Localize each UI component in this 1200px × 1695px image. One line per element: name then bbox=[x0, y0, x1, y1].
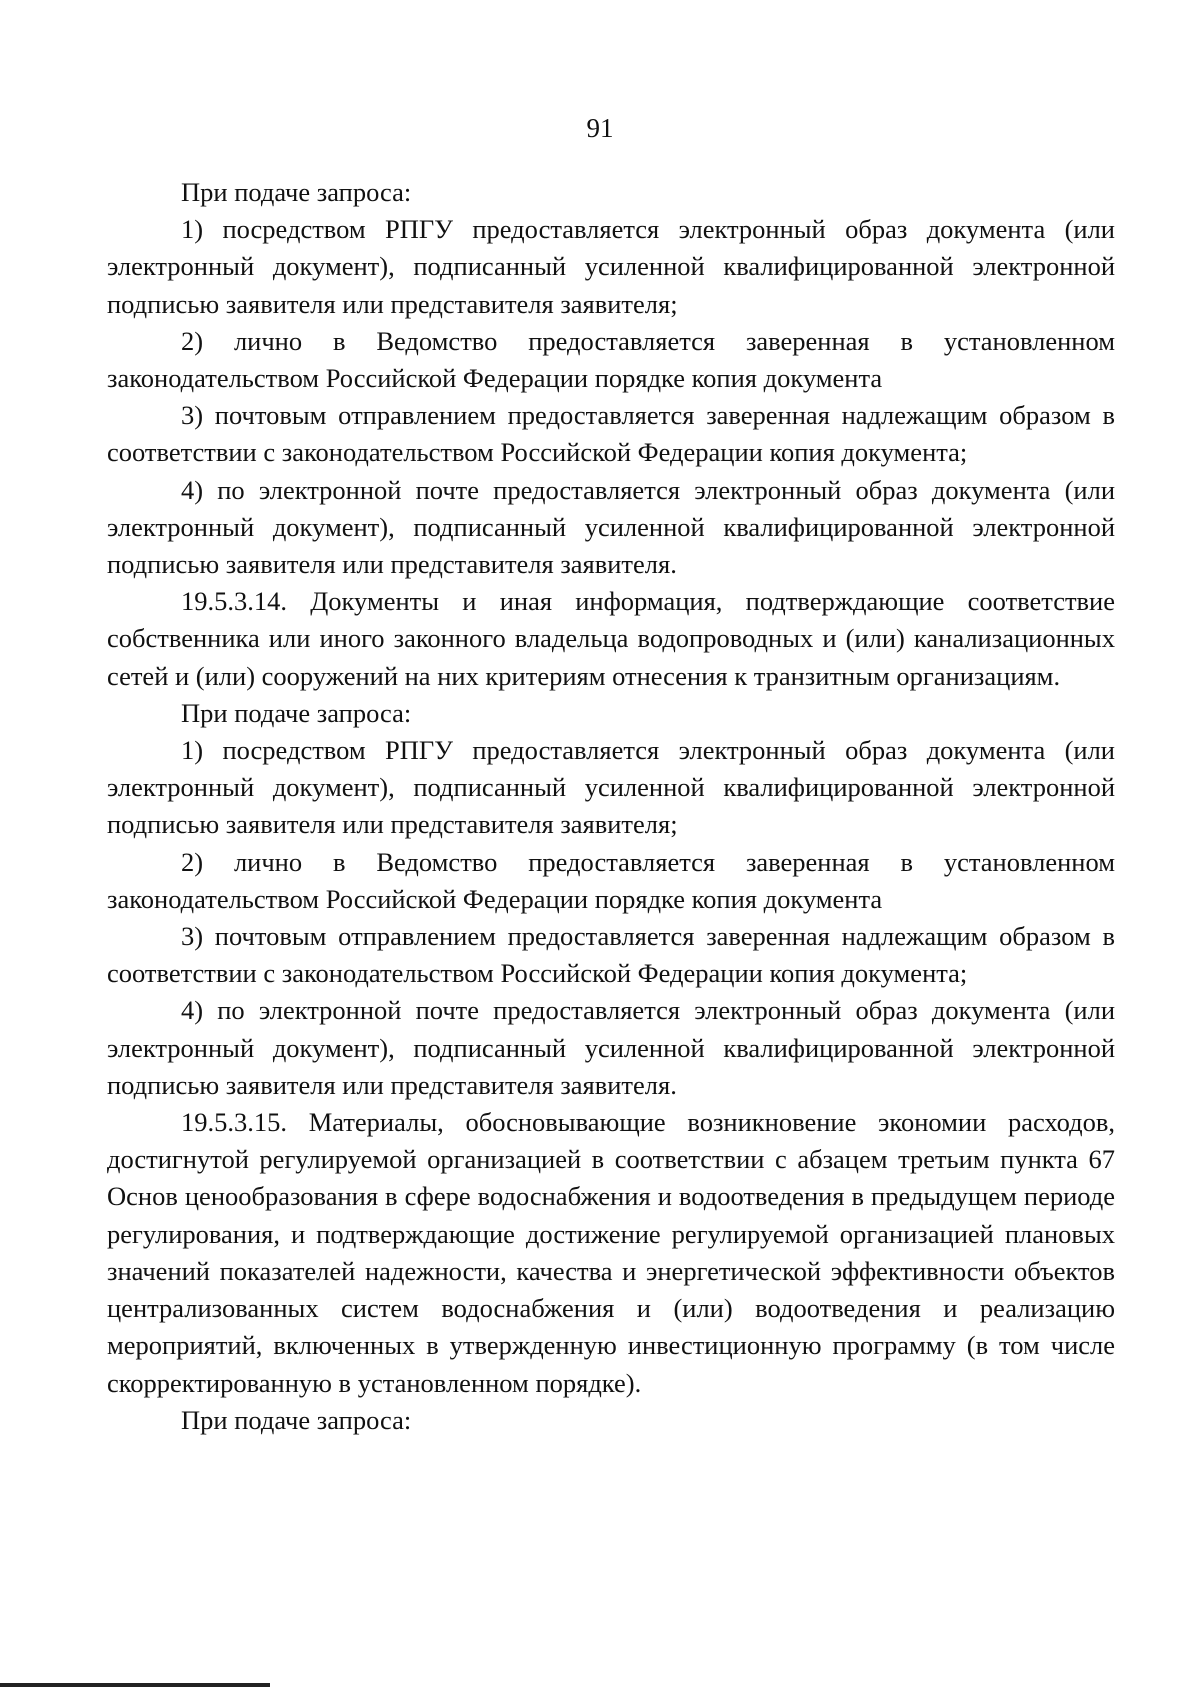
paragraph: 3) почтовым отправлением предоставляется заверенная надлежащим образом в соответствии с законодательством Российской Федерации копия документа; bbox=[107, 400, 1115, 468]
paragraph: 2) лично в Ведомство предоставляется заверенная в установленном законодательством Российской Федерации порядке копия документа bbox=[107, 846, 1115, 914]
paragraph: 3) почтовым отправлением предоставляется заверенная надлежащим образом в соответствии с законодательством Российской Федерации копия документа; bbox=[107, 921, 1115, 989]
paragraph: При подаче запроса: bbox=[181, 1404, 412, 1435]
paragraph: При подаче запроса: bbox=[181, 177, 412, 207]
paragraph: 4) по электронной почте предоставляется электронный образ документа (или электронный документ), подписанный усиленной квалифицированной электронной подписью заявителя или представителя заявителя. bbox=[107, 995, 1115, 1100]
paragraph: 1) посредством РПГУ предоставляется электронный образ документа (или электронный документ), подписанный усиленной квалифицированной электронной подписью заявителя или представителя заявителя; bbox=[107, 214, 1115, 319]
paragraph: 1) посредством РПГУ предоставляется электронный образ документа (или электронный документ), подписанный усиленной квалифицированной электронной подписью заявителя или представителя заявителя; bbox=[107, 735, 1115, 840]
scan-edge-line bbox=[0, 1683, 270, 1687]
paragraph: 19.5.3.14. Документы и иная информация, подтверждающие соответствие собственника или иного законного владельца водопроводных и (или) канализационных сетей и (или) сооружений на них критериям отнесения к транзитным организациям. bbox=[107, 586, 1115, 691]
paragraph: При подаче запроса: bbox=[181, 697, 412, 728]
document-body bbox=[107, 174, 1115, 1439]
paragraph: 4) по электронной почте предоставляется электронный образ документа (или электронный документ), подписанный усиленной квалифицированной электронной подписью заявителя или представителя заявителя. bbox=[107, 474, 1115, 580]
paragraph: 19.5.3.15. Материалы, обосновывающие возникновение экономии расходов, достигнутой регулируемой организацией в соответствии с абзацем третьим пункта 67 Основ ценообразования в сфере водоснабжения и водоотведения в предыдущем периоде регулирования, и подтверждающие достижение регулируемой организацией плановых значений показателей надежности, качества и энергетической эффективности объектов централизованных систем водоснабжения и (или) водоотведения и реализацию мероприятий, включенных в утвержденную инвестиционную программу (в том числе скорректированную в установленном порядке). bbox=[107, 1107, 1115, 1398]
page-number: 91 bbox=[586, 113, 614, 143]
paragraph: 2) лично в Ведомство предоставляется заверенная в установленном законодательством Российской Федерации порядке копия документа bbox=[107, 325, 1115, 394]
